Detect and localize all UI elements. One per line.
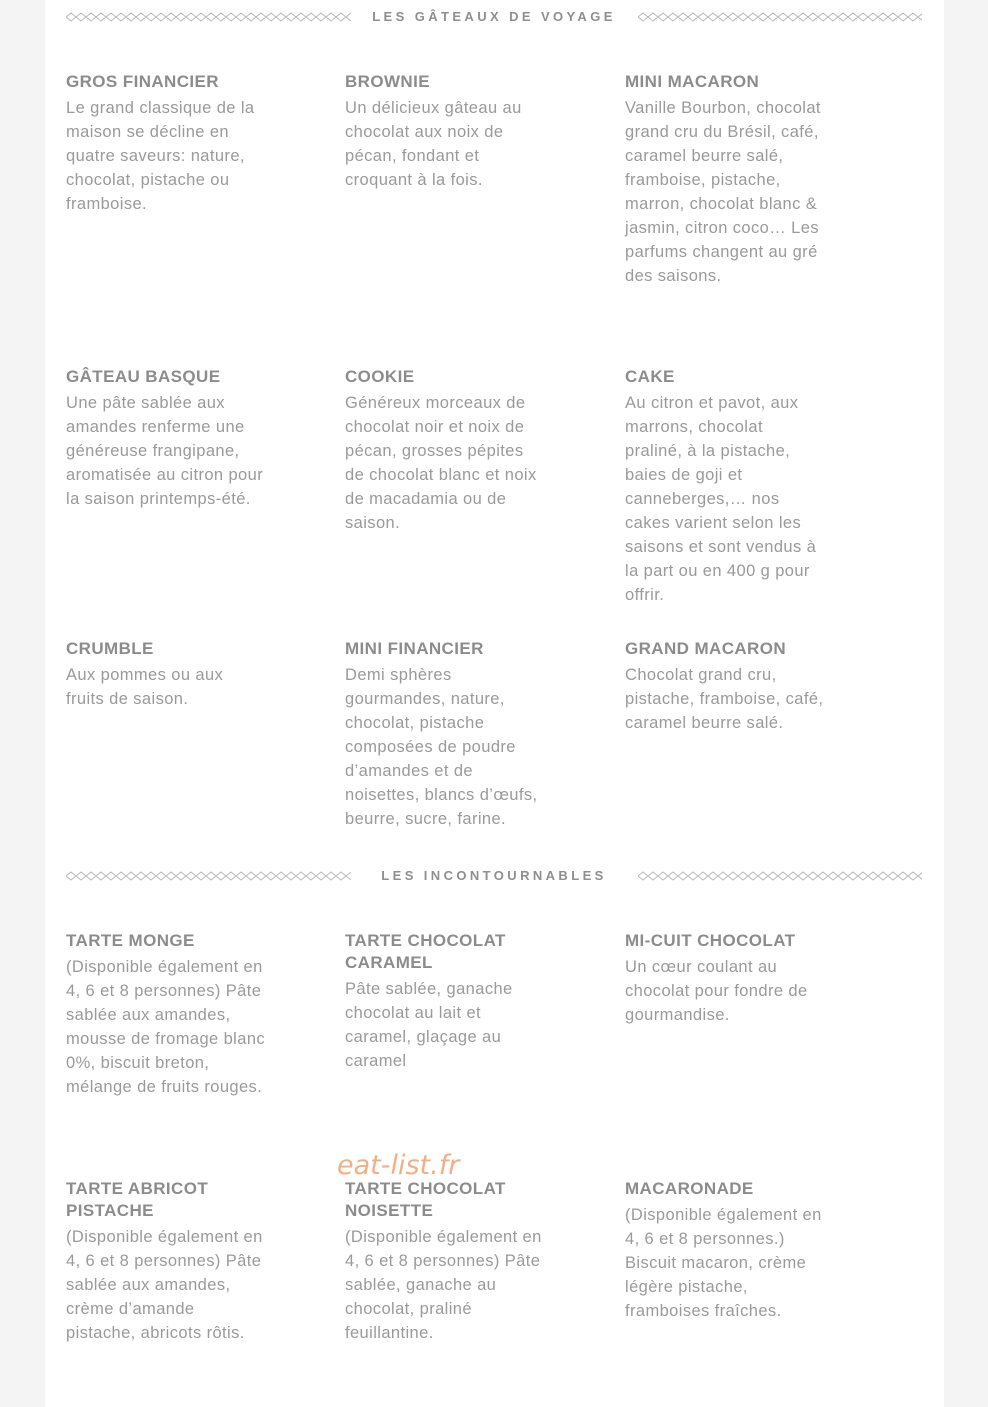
menu-item-mini-financier [345,638,545,831]
item-title: MI-CUIT CHOCOLAT [625,931,796,950]
item-title: TARTE CHOCOLAT CARAMEL [345,931,506,972]
menu-item-tarte-monge [66,930,266,1099]
item-description: (Disponible également en 4, 6 et 8 personnes) Pâte sablée aux amandes, mousse de fromage blanc 0%, biscuit breton, mélange de fruits rouges. [66,958,266,1096]
item-title: CAKE [625,367,675,386]
item-title: BROWNIE [345,72,430,91]
menu-item-cake [625,366,825,607]
menu-item-tarte-abricot-pistache [66,1178,266,1345]
menu-item-mi-cuit-chocolat [625,930,825,1027]
item-title: CRUMBLE [66,639,154,658]
decorative-border-right-icon [638,871,922,881]
item-description: Vanille Bourbon, chocolat grand cru du Brésil, café, caramel beurre salé, framboise, pistache, marron, chocolat blanc & jasmin, citron coco… Les parfums changent au gré des saisons. [625,99,821,285]
item-description: Une pâte sablée aux amandes renferme une généreuse frangipane, aromatisée au citron pour la saison printemps-été. [66,394,264,508]
menu-item-cookie [345,366,545,535]
menu-item-gros-financier [66,71,266,216]
item-title: TARTE CHOCOLAT NOISETTE [345,1179,506,1220]
menu-item-macaronade [625,1178,825,1323]
item-description: Le grand classique de la maison se décline en quatre saveurs: nature, chocolat, pistache ou framboise. [66,99,255,213]
section-title: LES INCONTOURNABLES [381,868,607,883]
item-description: (Disponible également en 4, 6 et 8 personnes.) Biscuit macaron, crème légère pistache, framboises fraîches. [625,1206,822,1320]
item-title: TARTE ABRICOT PISTACHE [66,1179,209,1220]
item-description: Aux pommes ou aux fruits de saison. [66,666,224,708]
item-description: Au citron et pavot, aux marrons, chocolat praliné, à la pistache, baies de goji et canneberges,… nos cakes varient selon les saisons et sont vendus à la part ou en 400 g pour offrir. [625,394,817,604]
item-description: (Disponible également en 4, 6 et 8 personnes) Pâte sablée, ganache au chocolat, praliné feuillantine. [345,1228,542,1342]
menu-item-crumble [66,638,266,711]
item-title: MINI FINANCIER [345,639,484,658]
item-title: GROS FINANCIER [66,72,219,91]
section-title: LES GÂTEAUX DE VOYAGE [372,9,616,24]
item-title: GRAND MACARON [625,639,787,658]
item-title: TARTE MONGE [66,931,195,950]
menu-item-gateau-basque [66,366,266,511]
item-title: MINI MACARON [625,72,760,91]
item-description: Généreux morceaux de chocolat noir et noix de pécan, grosses pépites de chocolat blanc et noix de macadamia ou de saison. [345,394,537,532]
item-description: (Disponible également en 4, 6 et 8 personnes) Pâte sablée aux amandes, crème d’amande pistache, abricots rôtis. [66,1228,263,1342]
item-title: GÂTEAU BASQUE [66,367,221,386]
menu-page [45,0,944,1407]
watermark: eat-list.fr [337,1150,460,1181]
item-description: Un cœur coulant au chocolat pour fondre de gourmandise. [625,958,808,1024]
menu-item-tarte-chocolat-noisette [345,1178,545,1345]
decorative-border-right-icon [638,12,922,22]
menu-item-tarte-chocolat-caramel [345,930,545,1073]
item-title: COOKIE [345,367,415,386]
item-description: Pâte sablée, ganache chocolat au lait et caramel, glaçage au caramel [345,980,513,1070]
section-header-gateaux-de-voyage [66,7,922,27]
item-description: Un délicieux gâteau au chocolat aux noix de pécan, fondant et croquant à la fois. [345,99,522,189]
menu-item-brownie [345,71,545,192]
menu-item-mini-macaron [625,71,825,288]
item-title: MACARONADE [625,1179,754,1198]
menu-item-grand-macaron [625,638,825,735]
section-header-incontournables [66,866,922,886]
item-description: Chocolat grand cru, pistache, framboise, café, caramel beurre salé. [625,666,824,732]
item-description: Demi sphères gourmandes, nature, chocolat, pistache composées de poudre d’amandes et de noisettes, blancs d’œufs, beurre, sucre, farine. [345,666,538,828]
